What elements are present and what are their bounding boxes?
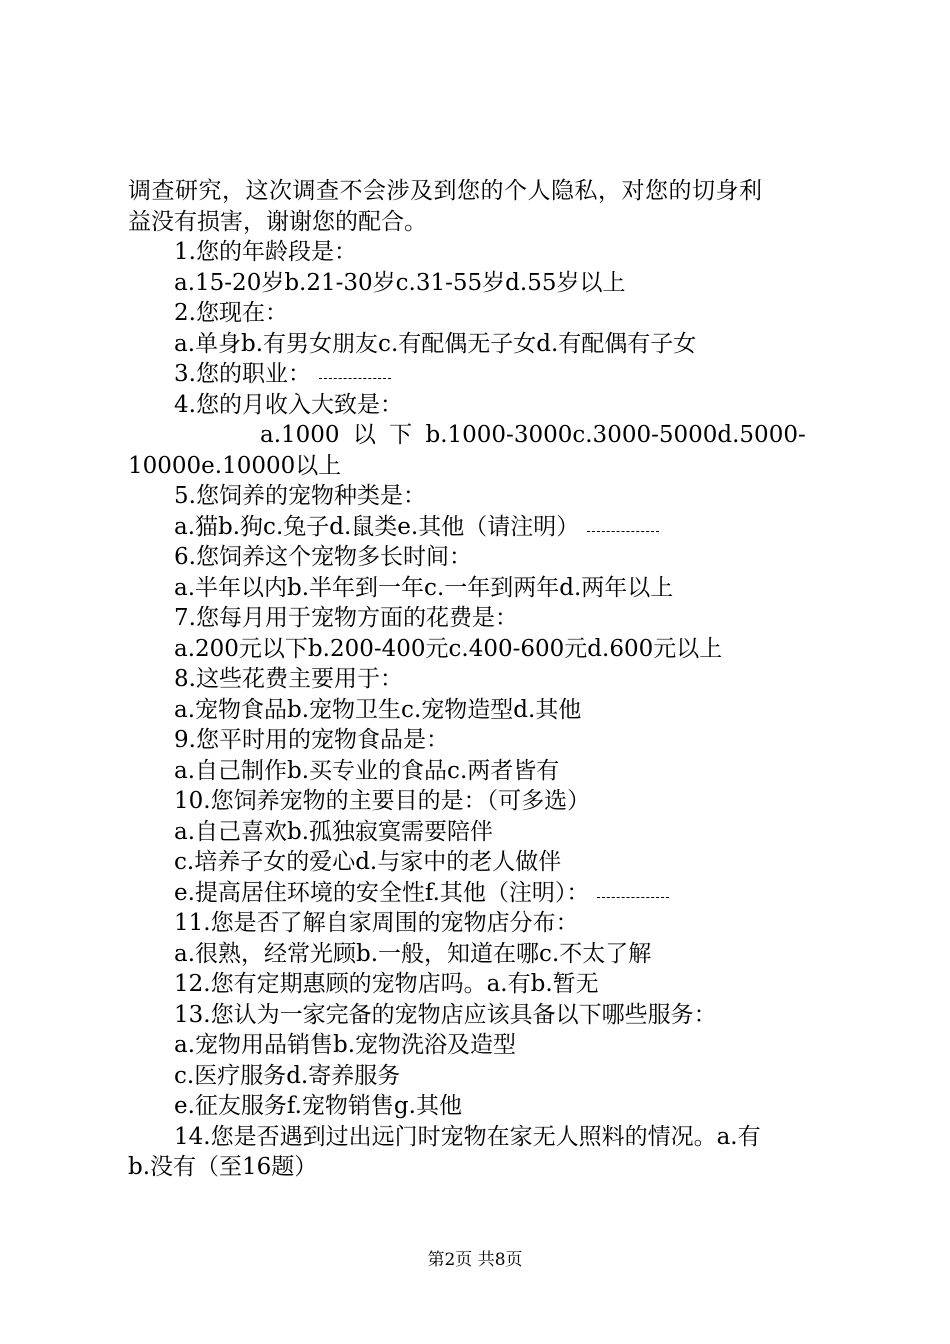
line-text: a.单身b.有男女朋友c.有配偶无子女d.有配偶有子女 bbox=[174, 330, 697, 357]
document-line bbox=[128, 1000, 828, 1031]
document-line bbox=[128, 1030, 828, 1061]
document-line bbox=[128, 634, 828, 665]
document-line bbox=[128, 939, 828, 970]
document-line bbox=[128, 207, 828, 238]
document-line bbox=[128, 1152, 828, 1183]
answer-blank bbox=[319, 376, 391, 379]
document-line bbox=[128, 695, 828, 726]
line-text: a.15-20岁b.21-30岁c.31-55岁d.55岁以上 bbox=[174, 269, 626, 296]
page-footer: 第2页 共8页 bbox=[427, 1250, 523, 1270]
document-line bbox=[128, 237, 828, 268]
document-line bbox=[128, 481, 828, 512]
line-text: 7.您每月用于宠物方面的花费是： bbox=[174, 605, 518, 631]
line-text: a.自己喜欢b.孤独寂寞需要陪伴 bbox=[174, 818, 494, 845]
line-text: 调查研究，这次调查不会涉及到您的个人隐私，对您的切身利 bbox=[128, 178, 763, 204]
document-line bbox=[128, 176, 828, 207]
line-text: a.半年以内b.半年到一年c.一年到两年d.两年以上 bbox=[174, 574, 674, 601]
line-text: a.1000 以 下 b.1000-3000c.3000-5000d.5000- bbox=[260, 422, 806, 448]
document-line bbox=[128, 969, 828, 1000]
line-text: 12.您有定期惠顾的宠物店吗。a.有b.暂无 bbox=[174, 971, 599, 997]
document-line bbox=[128, 573, 828, 604]
line-text: b.没有（至16题） bbox=[128, 1154, 318, 1180]
document-line bbox=[128, 817, 828, 848]
document-line bbox=[128, 878, 828, 909]
document-line bbox=[128, 451, 828, 482]
document-line bbox=[128, 420, 828, 451]
line-text: 3.您的职业： bbox=[174, 361, 311, 387]
line-text: 1.您的年龄段是： bbox=[174, 239, 357, 265]
line-text: e.征友服务f.宠物销售g.其他 bbox=[174, 1093, 462, 1119]
document-line bbox=[128, 908, 828, 939]
line-text: 5.您饲养的宠物种类是： bbox=[174, 483, 426, 509]
document-line bbox=[128, 542, 828, 573]
document-line bbox=[128, 298, 828, 329]
answer-blank bbox=[587, 529, 659, 532]
line-text: 13.您认为一家完备的宠物店应该具备以下哪些服务： bbox=[174, 1001, 717, 1028]
line-text: 8.这些花费主要用于： bbox=[174, 666, 403, 692]
line-text: 9.您平时用的宠物食品是： bbox=[174, 727, 449, 753]
line-text: e.提高居住环境的安全性f.其他（注明）： bbox=[174, 879, 590, 906]
line-text: 6.您饲养这个宠物多长时间： bbox=[174, 544, 472, 570]
line-text: 14.您是否遇到过出远门时宠物在家无人照料的情况。a.有 bbox=[174, 1123, 761, 1150]
line-text: a.宠物用品销售b.宠物洗浴及造型 bbox=[174, 1032, 517, 1058]
line-text: 2.您现在： bbox=[174, 300, 288, 326]
document-line bbox=[128, 268, 828, 299]
line-text: c.医疗服务d.寄养服务 bbox=[174, 1062, 401, 1089]
document-line bbox=[128, 664, 828, 695]
document-line bbox=[128, 847, 828, 878]
document-line bbox=[128, 1122, 828, 1153]
document-line bbox=[128, 512, 828, 543]
document-line bbox=[128, 359, 828, 390]
line-text: a.很熟，经常光顾b.一般，知道在哪c.不太了解 bbox=[174, 940, 652, 967]
questionnaire-body bbox=[128, 176, 828, 1183]
line-text: 益没有损害，谢谢您的配合。 bbox=[128, 208, 427, 235]
document-line bbox=[128, 1091, 828, 1122]
document-line bbox=[128, 603, 828, 634]
document-line bbox=[128, 1061, 828, 1092]
document-line bbox=[128, 329, 828, 360]
line-text: 11.您是否了解自家周围的宠物店分布： bbox=[174, 910, 579, 936]
document-line bbox=[128, 786, 828, 817]
answer-blank bbox=[597, 895, 669, 898]
line-text: a.200元以下b.200-400元c.400-600元d.600元以上 bbox=[174, 635, 723, 662]
document-line bbox=[128, 756, 828, 787]
line-text: 4.您的月收入大致是： bbox=[174, 391, 403, 418]
line-text: c.培养子女的爱心d.与家中的老人做伴 bbox=[174, 849, 562, 875]
line-text: a.宠物食品b.宠物卫生c.宠物造型d.其他 bbox=[174, 696, 582, 723]
document-line bbox=[128, 390, 828, 421]
document-line bbox=[128, 725, 828, 756]
line-text: 10000e.10000以上 bbox=[128, 452, 342, 479]
line-text: 10.您饲养宠物的主要目的是：（可多选） bbox=[174, 788, 591, 814]
line-text: a.自己制作b.买专业的食品c.两者皆有 bbox=[174, 757, 560, 784]
line-text: a.猫b.狗c.兔子d.鼠类e.其他（请注明） bbox=[174, 513, 580, 540]
